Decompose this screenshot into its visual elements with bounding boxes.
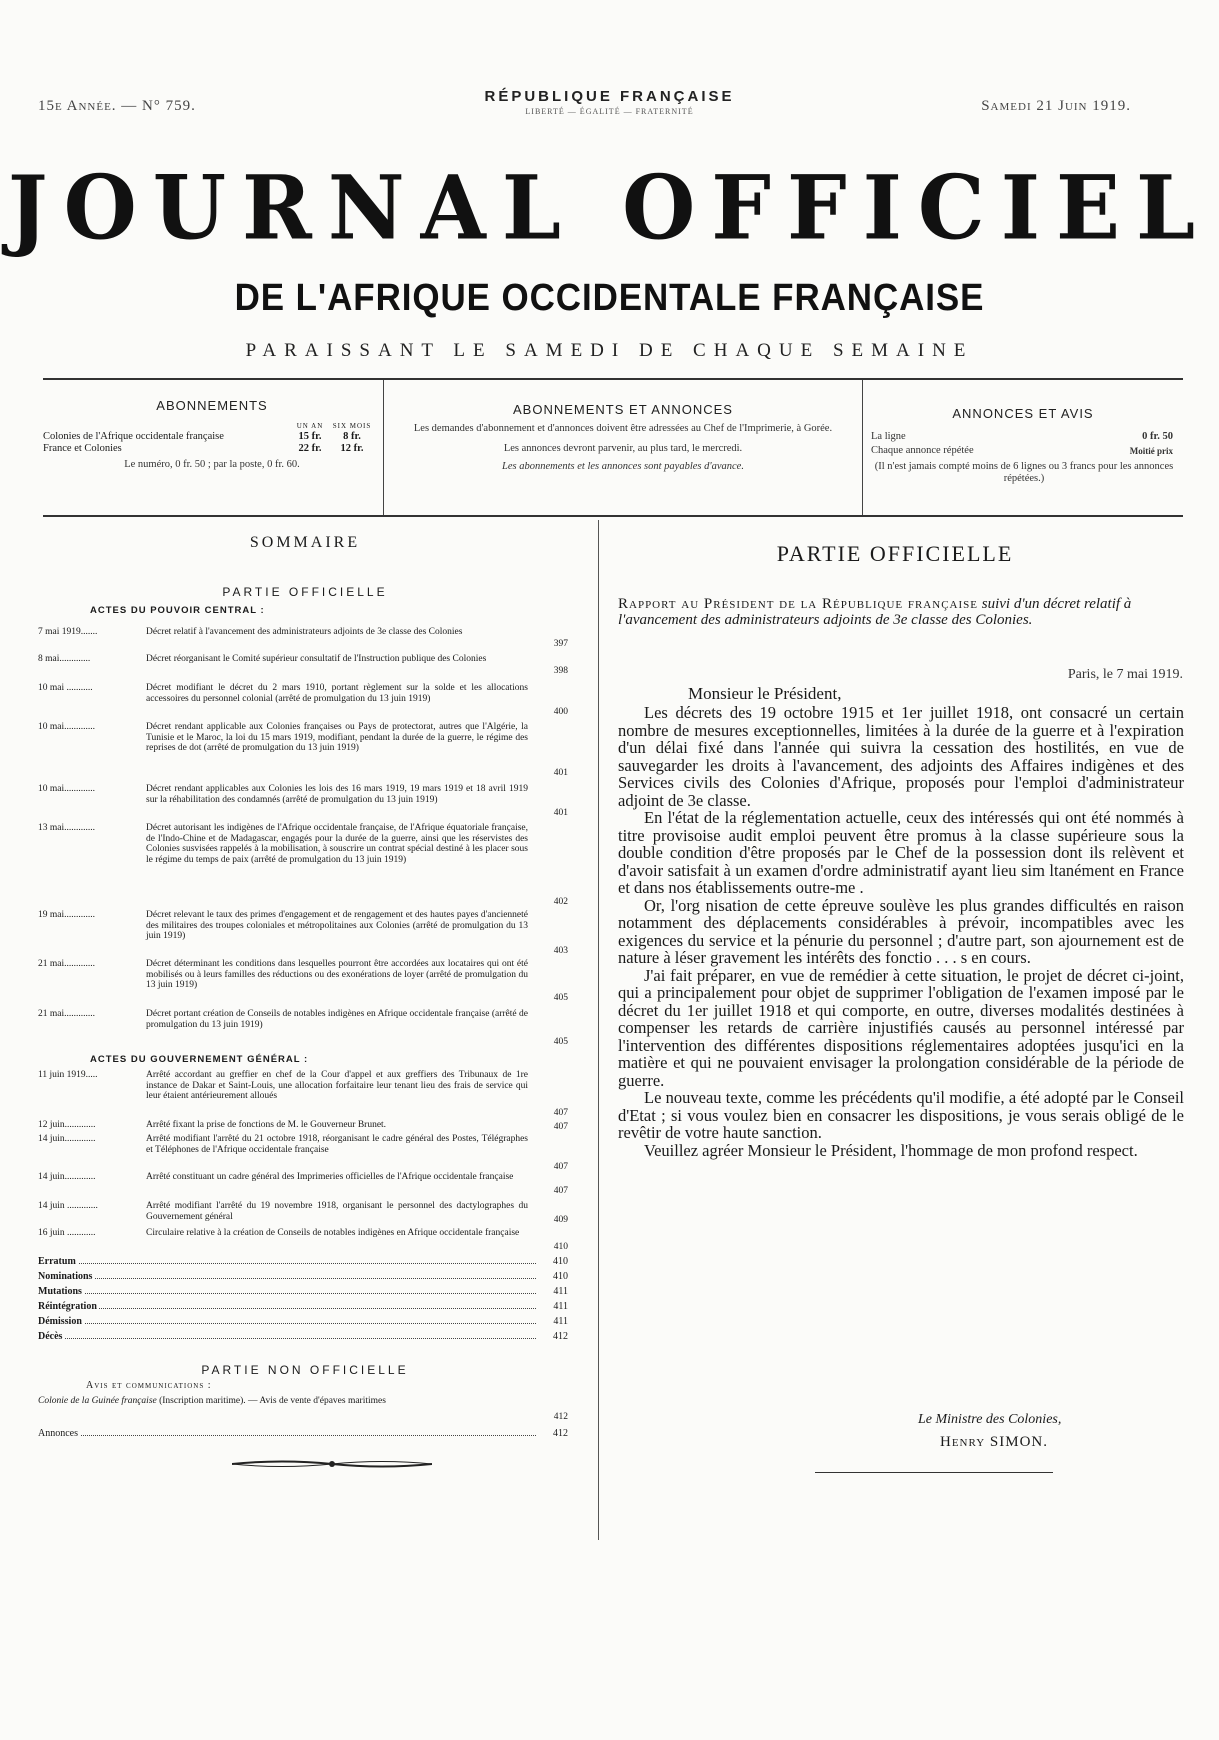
toc-item [38, 1134, 568, 1172]
rapport-subject: suivi d'un décret relatif à l'avancement des administrateurs adjoints de 3e classe des Colonies. [618, 596, 1132, 628]
toc-page: 403 [553, 946, 568, 956]
rate-label: Colonies de l'Afrique occidentale française [43, 431, 224, 442]
issue-date: Samedi 21 Juin 1919. [981, 98, 1131, 114]
toc-item [38, 959, 568, 1003]
abonnements-column [43, 380, 381, 515]
guinee-colony: Colonie de la Guinée française [38, 1396, 157, 1406]
republic-label: RÉPUBLIQUE FRANÇAISE [484, 88, 735, 105]
toc-text: Décret portant création de Conseils de notables indigènes en Afrique occidentale française (arrêté de promulgation du 13 juin 1919) [146, 1009, 528, 1030]
toc-item [38, 910, 568, 956]
toc-text: Décret déterminant les conditions dans lesquelles pourront être accordées aux locataires qui ont été mobilisés ou à leurs familles des réductions ou des exonérations de loyer (arrêté de promulgation du 13 juin 1919) [146, 959, 528, 990]
annonces-avis-column [863, 380, 1183, 515]
toc-item [38, 722, 568, 778]
toc-text: Décret relevant le taux des primes d'engagement et de rengagement et des hautes payes d'ancienneté des militaires des troupes coloniales et métropolitaines aux Colonies (arrêté de promulgation du 13 juin 1919) [146, 910, 528, 941]
toc-date: 13 mai............. [38, 823, 95, 833]
toc-item [38, 1201, 568, 1223]
rate-six-mois: 12 fr. [340, 443, 364, 454]
toc-text: Arrêté constituant un cadre général des Imprimeries officielles de l'Afrique occidentale française [146, 1172, 514, 1182]
toc-short-label: Nominations [38, 1271, 93, 1282]
rates-table [43, 421, 373, 455]
rate-six-mois: 8 fr. [343, 431, 361, 442]
toc-page: 405 [553, 1037, 568, 1047]
ligne-row [871, 431, 1173, 443]
annonces-note: (Il n'est jamais compté moins de 6 lignes ou 3 francs pour les annonces répétées.) [874, 461, 1174, 484]
toc-item [38, 1009, 568, 1047]
toc-page: 411 [553, 1316, 568, 1327]
numero-price: Le numéro, 0 fr. 50 ; par la poste, 0 fr. 60. [124, 459, 300, 470]
toc-date: 16 juin ............ [38, 1228, 96, 1238]
toc-short-label: Démission [38, 1316, 82, 1327]
dot-leader [38, 1263, 536, 1264]
toc-date: 12 juin............. [38, 1120, 96, 1130]
toc-item [38, 627, 568, 649]
toc-page: 410 [553, 1271, 568, 1282]
toc-short-label: Erratum [38, 1256, 76, 1267]
partie-officielle-title: PARTIE OFFICIELLE [776, 541, 1014, 566]
publication-frequency: PARAISSANT LE SAMEDI DE CHAQUE SEMAINE [245, 340, 974, 361]
toc-page: 407 [553, 1162, 568, 1172]
dot-leader [38, 1435, 536, 1436]
paragraph: En l'état de la réglementation actuelle, ceux des intéressés qui ont été nommés à titre provisoise audit emploi peuvent être promus à la classe supérieure sous la double condition d'être proposés par le Chef de la possession dont ils relèvent et d'avoir satisfait à un examen d'ordre administratif ayant lieu sim ltanément en France et dans nos établissements outre-me . [618, 808, 1184, 897]
toc-item [38, 1228, 568, 1250]
toc-date: 10 mai ........... [38, 683, 93, 693]
rapport-lead: Rapport au Président de la République française [618, 596, 978, 612]
toc-short-label: Réintégration [38, 1301, 97, 1312]
toc-page: 400 [553, 707, 568, 717]
rapport-heading [618, 596, 1184, 628]
toc-partie-non-officielle: PARTIE NON OFFICIELLE [201, 1363, 409, 1377]
toc-item [38, 1172, 568, 1194]
toc-item [38, 823, 568, 907]
dot-leader [38, 1338, 536, 1339]
dot-leader [38, 1308, 536, 1309]
toc-item [38, 683, 568, 717]
toc-date: 10 mai............. [38, 722, 95, 732]
toc-page: 412 [553, 1412, 568, 1422]
dot-leader [38, 1278, 536, 1279]
rate-row [43, 431, 373, 443]
toc-page: 401 [553, 808, 568, 818]
toc-text: Décret rendant applicable aux Colonies françaises ou Pays de protectorat, autres que l'Algérie, la Tunisie et le Maroc, la loi du 15 mars 1919, modifiant, pendant la durée de la guerre, le régime des reprises de dot (arrêté de promulgation du 13 juin 1919) [146, 722, 528, 753]
journal-subtitle: DE L'AFRIQUE OCCIDENTALE FRANÇAISE [234, 277, 985, 319]
toc-short-item [38, 1428, 568, 1439]
dot-leader [38, 1293, 536, 1294]
toc-text: Décret rendant applicables aux Colonies les lois des 16 mars 1919, 19 mars 1919 et 18 avril 1919 sur la réhabilitation des condamnés (arrêté de promulgation du 13 juin 1919) [146, 784, 528, 805]
annonces-avis-title: ANNONCES ET AVIS [952, 406, 1094, 421]
issue-number: 15e Année. — N° 759. [38, 98, 196, 114]
toc-short-item [38, 1286, 568, 1297]
toc-page: 411 [553, 1286, 568, 1297]
column-divider [598, 520, 599, 1540]
toc-page: 398 [553, 666, 568, 676]
toc-short-label: Mutations [38, 1286, 82, 1297]
toc-text: Arrêté modifiant l'arrêté du 19 novembre 1918, organisant le personnel des dactylographes du Gouvernement général [146, 1201, 528, 1222]
toc-item [38, 1070, 568, 1116]
toc-short-item [38, 1271, 568, 1282]
toc-page: 412 [553, 1428, 568, 1439]
abonnements-title: ABONNEMENTS [156, 398, 268, 413]
toc-text: Décret modifiant le décret du 2 mars 1910, portant règlement sur la solde et les allocations accessoires du personnel colonial (arrêté de promulgation du 13 juin 1919) [146, 683, 528, 704]
toc-page: 402 [553, 897, 568, 907]
signature-name: Henry SIMON. [940, 1434, 1049, 1450]
toc-page: 410 [553, 1242, 568, 1252]
toc-date: 14 juin............. [38, 1172, 96, 1182]
toc-page: 409 [553, 1215, 568, 1225]
repetee-price: Moitié prix [1129, 446, 1173, 456]
toc-short-item [38, 1256, 568, 1267]
rate-row [43, 443, 373, 455]
toc-item [38, 784, 568, 818]
sommaire-title: SOMMAIRE [249, 534, 361, 551]
toc-short-item [38, 1316, 568, 1327]
toc-date: 7 mai 1919....... [38, 627, 98, 637]
toc-partie-officielle: PARTIE OFFICIELLE [222, 585, 388, 599]
toc-date: 14 juin ............. [38, 1201, 98, 1211]
toc-short-item [38, 1331, 568, 1342]
rate-label: France et Colonies [43, 443, 122, 454]
rate-un-an: 15 fr. [298, 431, 322, 442]
toc-page: 410 [553, 1256, 568, 1267]
toc-page: 411 [553, 1301, 568, 1312]
toc-date: 21 mai............. [38, 1009, 95, 1019]
abonnements-annonces-title: ABONNEMENTS ET ANNONCES [513, 402, 733, 417]
journal-title: JOURNAL OFFICIEL [7, 155, 1212, 260]
guinee-text: (Inscription maritime). — Avis de vente d'épaves maritimes [159, 1396, 386, 1406]
toc-page: 412 [553, 1331, 568, 1342]
annonces-deadline: Les annonces devront parvenir, au plus tard, le mercredi. [503, 443, 743, 454]
toc-text: Arrêté modifiant l'arrêté du 21 octobre 1918, réorganisant le cadre général des Postes, Télégraphes et Téléphones de l'Afrique occidentale française [146, 1134, 528, 1155]
toc-text: Arrêté fixant la prise de fonctions de M. le Gouverneur Brunet. [146, 1120, 387, 1130]
ornament-divider [232, 1456, 432, 1472]
toc-item [38, 1120, 568, 1132]
salutation: Monsieur le Président, [688, 684, 842, 703]
toc-short-label: Décès [38, 1331, 63, 1342]
dot-leader [38, 1323, 536, 1324]
toc-item [38, 1396, 568, 1422]
rate-un-an: 22 fr. [298, 443, 322, 454]
guinee-entry [38, 1396, 532, 1407]
toc-date: 8 mai............. [38, 654, 91, 664]
toc-text: Arrêté accordant au greffier en chef de la Cour d'appel et aux greffiers des Tribunaux de 1re instance de Dakar et Saint-Louis, une allocation forfaitaire leur tenant lieu des frais de service qui leur étaient antérieurement alloués [146, 1070, 528, 1101]
actes-gouvernement-heading: ACTES DU GOUVERNEMENT GÉNÉRAL : [90, 1054, 309, 1065]
actes-pouvoir-central-heading: ACTES DU POUVOIR CENTRAL : [90, 605, 265, 616]
ligne-label: La ligne [871, 431, 906, 442]
toc-page: 397 [553, 639, 568, 649]
place-date: Paris, le 7 mai 1919. [1067, 667, 1183, 682]
subscription-box [43, 378, 1183, 517]
toc-page: 407 [553, 1186, 568, 1196]
repetee-row [871, 445, 1173, 457]
paragraph: Les décrets des 19 octobre 1915 et 1er juillet 1918, ont consacré un certain nombre de mesures exceptionnelles, limitées à la durée de la guerre et à l'expiration d'un délai fixé dans l'année qui suivra la cessation des hostilités, en vue de sauvegarder les droits à l'avancement, des adjoints des Affaires indigènes et des Services civils des Colonies d'Afrique, proposés pour l'emploi d'administrateur adjoint de 3e classe. [618, 703, 1184, 810]
abonnements-annonces-column [383, 380, 863, 515]
paragraph: Or, l'org nisation de cette épreuve soulève les plus grandes difficultés en raison notamment des déplacements considérables à prévoir, incompatibles avec les exigences du service et la pénurie du personnel ; d'autre part, son ajournement est de nature à léser gravement les intérêts des fonctio . . . s en cours. [618, 895, 1184, 967]
toc-page: 407 [553, 1108, 568, 1118]
toc-text: Circulaire relative à la création de Conseils de notables indigènes en Afrique occidentale française [146, 1228, 520, 1238]
toc-date: 21 mai............. [38, 959, 95, 969]
toc-short-label: Annonces [38, 1428, 78, 1439]
toc-date: 14 juin............. [38, 1134, 96, 1144]
avis-heading: Avis et communications : [86, 1380, 212, 1391]
toc-short-item [38, 1301, 568, 1312]
toc-date: 10 mai............. [38, 784, 95, 794]
motto: LIBERTÉ — ÉGALITÉ — FRATERNITÉ [525, 107, 694, 116]
paragraph: Veuillez agréer Monsieur le Président, l'hommage de mon profond respect. [644, 1140, 1138, 1160]
toc-text: Décret autorisant les indigènes de l'Afrique occidentale française, de l'Afrique équatoriale française, de l'Indo-Chine et de Madagascar, engagés pour la durée de la guerre, ainsi que les réservistes des Colonies susvisées rappelés à la mobilisation, à souscrire un contrat spécial destiné à les placer sous le régime du temps de paix (arrêté de promulgation du 13 juin 1919) [146, 823, 528, 865]
repetee-label: Chaque annonce répétée [871, 445, 974, 456]
end-rule [815, 1472, 1053, 1473]
toc-date: 11 juin 1919..... [38, 1070, 98, 1080]
paragraph: J'ai fait préparer, en vue de remédier à cette situation, le projet de décret ci-joint, qui a principalement pour objet de supprimer l'obligation de l'examen imposé par le décret du 1er juillet 1918 et qui comporte, en outre, diverses modalités destinées à compenser les retards de carrière injustifiés causés au personnel intéressé par l'intervention des différentes dispositions réglementaires adoptées jusqu'ici en la matière et qui ne pouvaient envisager la prolongation considérable de la période de guerre. [618, 965, 1184, 1090]
toc-page: 407 [553, 1122, 568, 1132]
ligne-price: 0 fr. 50 [1142, 431, 1173, 442]
toc-text: Décret relatif à l'avancement des administrateurs adjoints de 3e classe des Colonies [146, 627, 463, 637]
col-un-an: UN AN [296, 422, 324, 430]
toc-page: 405 [553, 993, 568, 1003]
toc-item [38, 654, 568, 676]
toc-text: Décret réorganisant le Comité supérieur consultatif de l'Instruction publique des Colonies [146, 654, 487, 664]
paragraph: Le nouveau texte, comme les précédents qu'il modifie, a été adopté par le Conseil d'Etat ; si vous voulez bien en consacrer les dispositions, je vous serais obligé de le revêtir de votre haute sanction. [618, 1088, 1184, 1142]
col-six-mois: SIX MOIS [332, 422, 372, 430]
abonnements-address: Les demandes d'abonnement et d'annonces doivent être adressées au Chef de l'Imprimerie, à Gorée. [413, 423, 833, 434]
signature-title: Le Ministre des Colonies, [918, 1412, 1062, 1427]
toc-date: 19 mai............. [38, 910, 95, 920]
toc-page: 401 [553, 768, 568, 778]
rapport-body [618, 704, 1184, 1159]
payment-note: Les abonnements et les annonces sont payables d'avance. [502, 461, 744, 472]
